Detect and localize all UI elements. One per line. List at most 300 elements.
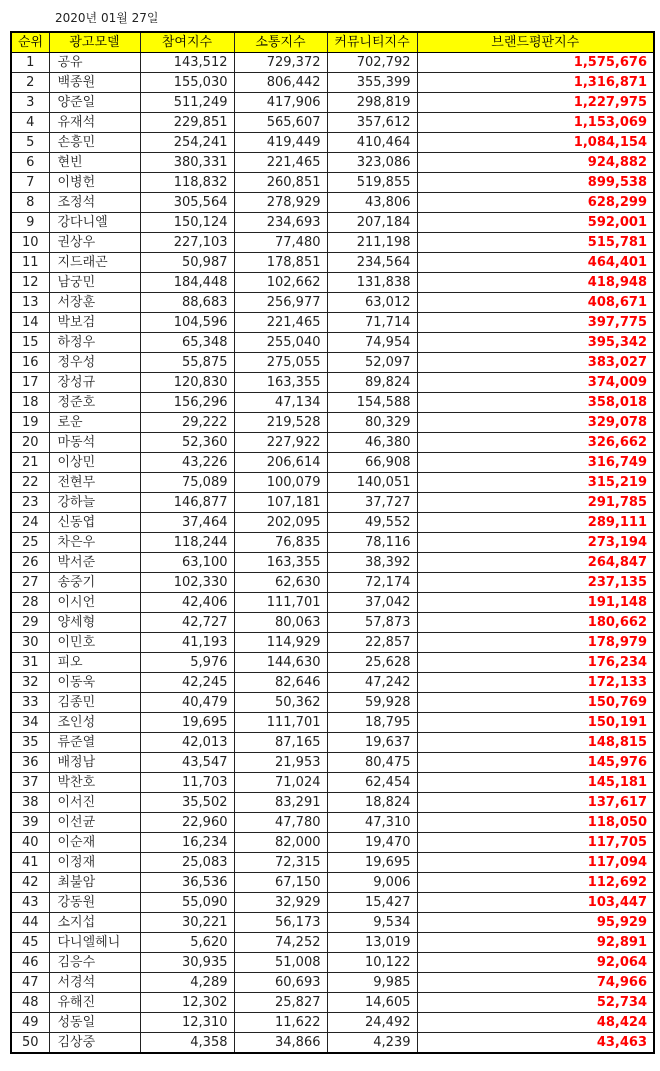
brand-reputation-cell: 273,194	[417, 533, 654, 553]
participation-cell: 16,234	[140, 833, 234, 853]
table-row	[11, 833, 654, 853]
table-row	[11, 153, 654, 173]
participation-cell: 102,330	[140, 573, 234, 593]
communication-cell: 47,780	[234, 813, 327, 833]
model-name-cell: 송중기	[49, 573, 140, 593]
model-name-cell: 양준일	[49, 93, 140, 113]
rank-cell: 39	[11, 813, 49, 833]
participation-cell: 118,832	[140, 173, 234, 193]
brand-reputation-cell: 92,891	[417, 933, 654, 953]
brand-reputation-cell: 397,775	[417, 313, 654, 333]
community-cell: 9,985	[327, 973, 417, 993]
model-name-cell: 이상민	[49, 453, 140, 473]
participation-cell: 184,448	[140, 273, 234, 293]
brand-reputation-cell: 592,001	[417, 213, 654, 233]
table-row	[11, 273, 654, 293]
rank-cell: 45	[11, 933, 49, 953]
brand-reputation-cell: 145,181	[417, 773, 654, 793]
community-cell: 24,492	[327, 1013, 417, 1033]
date-label: 2020년 01월 27일	[55, 11, 159, 25]
communication-cell: 47,134	[234, 393, 327, 413]
brand-reputation-cell: 117,705	[417, 833, 654, 853]
table-row	[11, 53, 654, 73]
model-name-cell: 김상중	[49, 1033, 140, 1054]
communication-cell: 62,630	[234, 573, 327, 593]
community-cell: 59,928	[327, 693, 417, 713]
communication-cell: 50,362	[234, 693, 327, 713]
communication-cell: 163,355	[234, 373, 327, 393]
model-name-cell: 류준열	[49, 733, 140, 753]
participation-cell: 36,536	[140, 873, 234, 893]
model-name-cell: 피오	[49, 653, 140, 673]
participation-cell: 42,727	[140, 613, 234, 633]
model-name-cell: 서경석	[49, 973, 140, 993]
brand-reputation-cell: 289,111	[417, 513, 654, 533]
rank-cell: 27	[11, 573, 49, 593]
participation-cell: 43,547	[140, 753, 234, 773]
table-row	[11, 493, 654, 513]
participation-cell: 5,976	[140, 653, 234, 673]
table-row	[11, 633, 654, 653]
rank-cell: 40	[11, 833, 49, 853]
brand-reputation-cell: 291,785	[417, 493, 654, 513]
communication-cell: 227,922	[234, 433, 327, 453]
community-cell: 63,012	[327, 293, 417, 313]
communication-cell: 255,040	[234, 333, 327, 353]
brand-reputation-cell: 264,847	[417, 553, 654, 573]
rank-cell: 21	[11, 453, 49, 473]
header-communication: 소통지수	[234, 32, 327, 53]
community-cell: 74,954	[327, 333, 417, 353]
brand-reputation-cell: 176,234	[417, 653, 654, 673]
brand-reputation-cell: 395,342	[417, 333, 654, 353]
brand-reputation-table	[10, 31, 655, 1054]
participation-cell: 146,877	[140, 493, 234, 513]
community-cell: 47,242	[327, 673, 417, 693]
rank-cell: 7	[11, 173, 49, 193]
rank-cell: 42	[11, 873, 49, 893]
rank-cell: 3	[11, 93, 49, 113]
table-row	[11, 513, 654, 533]
table-row	[11, 333, 654, 353]
participation-cell: 305,564	[140, 193, 234, 213]
table-row	[11, 933, 654, 953]
participation-cell: 88,683	[140, 293, 234, 313]
community-cell: 38,392	[327, 553, 417, 573]
communication-cell: 178,851	[234, 253, 327, 273]
communication-cell: 71,024	[234, 773, 327, 793]
model-name-cell: 소지섭	[49, 913, 140, 933]
community-cell: 207,184	[327, 213, 417, 233]
model-name-cell: 강동원	[49, 893, 140, 913]
brand-reputation-cell: 418,948	[417, 273, 654, 293]
table-row	[11, 253, 654, 273]
brand-reputation-cell: 172,133	[417, 673, 654, 693]
rank-cell: 33	[11, 693, 49, 713]
brand-reputation-cell: 191,148	[417, 593, 654, 613]
communication-cell: 87,165	[234, 733, 327, 753]
community-cell: 131,838	[327, 273, 417, 293]
participation-cell: 4,358	[140, 1033, 234, 1054]
header-community: 커뮤니티지수	[327, 32, 417, 53]
header-participation: 참여지수	[140, 32, 234, 53]
rank-cell: 8	[11, 193, 49, 213]
participation-cell: 227,103	[140, 233, 234, 253]
table-row	[11, 1013, 654, 1033]
model-name-cell: 조인성	[49, 713, 140, 733]
community-cell: 80,475	[327, 753, 417, 773]
communication-cell: 100,079	[234, 473, 327, 493]
brand-reputation-cell: 92,064	[417, 953, 654, 973]
communication-cell: 60,693	[234, 973, 327, 993]
communication-cell: 32,929	[234, 893, 327, 913]
model-name-cell: 로운	[49, 413, 140, 433]
brand-reputation-cell: 924,882	[417, 153, 654, 173]
table-row	[11, 353, 654, 373]
community-cell: 78,116	[327, 533, 417, 553]
table-row	[11, 433, 654, 453]
brand-reputation-cell: 180,662	[417, 613, 654, 633]
community-cell: 71,714	[327, 313, 417, 333]
table-row	[11, 973, 654, 993]
communication-cell: 111,701	[234, 593, 327, 613]
brand-reputation-cell: 95,929	[417, 913, 654, 933]
brand-reputation-cell: 374,009	[417, 373, 654, 393]
model-name-cell: 이선균	[49, 813, 140, 833]
communication-cell: 83,291	[234, 793, 327, 813]
header-model: 광고모델	[49, 32, 140, 53]
rank-cell: 48	[11, 993, 49, 1013]
brand-reputation-cell: 316,749	[417, 453, 654, 473]
participation-cell: 12,310	[140, 1013, 234, 1033]
community-cell: 14,605	[327, 993, 417, 1013]
rank-cell: 25	[11, 533, 49, 553]
community-cell: 9,006	[327, 873, 417, 893]
communication-cell: 256,977	[234, 293, 327, 313]
community-cell: 355,399	[327, 73, 417, 93]
model-name-cell: 이순재	[49, 833, 140, 853]
brand-reputation-cell: 137,617	[417, 793, 654, 813]
brand-reputation-cell: 145,976	[417, 753, 654, 773]
rank-cell: 30	[11, 633, 49, 653]
participation-cell: 43,226	[140, 453, 234, 473]
participation-cell: 380,331	[140, 153, 234, 173]
table-row	[11, 233, 654, 253]
participation-cell: 50,987	[140, 253, 234, 273]
model-name-cell: 손흥민	[49, 133, 140, 153]
rank-cell: 11	[11, 253, 49, 273]
brand-reputation-cell: 408,671	[417, 293, 654, 313]
model-name-cell: 박찬호	[49, 773, 140, 793]
model-name-cell: 성동일	[49, 1013, 140, 1033]
participation-cell: 42,013	[140, 733, 234, 753]
communication-cell: 111,701	[234, 713, 327, 733]
participation-cell: 120,830	[140, 373, 234, 393]
brand-reputation-cell: 150,769	[417, 693, 654, 713]
table-row	[11, 653, 654, 673]
communication-cell: 34,866	[234, 1033, 327, 1054]
table-row	[11, 533, 654, 553]
brand-reputation-cell: 148,815	[417, 733, 654, 753]
rank-cell: 17	[11, 373, 49, 393]
model-name-cell: 권상우	[49, 233, 140, 253]
brand-reputation-cell: 150,191	[417, 713, 654, 733]
communication-cell: 219,528	[234, 413, 327, 433]
table-row	[11, 393, 654, 413]
table-row	[11, 773, 654, 793]
participation-cell: 55,875	[140, 353, 234, 373]
table-row	[11, 473, 654, 493]
brand-reputation-cell: 237,135	[417, 573, 654, 593]
rank-cell: 47	[11, 973, 49, 993]
communication-cell: 278,929	[234, 193, 327, 213]
rank-cell: 23	[11, 493, 49, 513]
brand-reputation-cell: 383,027	[417, 353, 654, 373]
participation-cell: 63,100	[140, 553, 234, 573]
community-cell: 140,051	[327, 473, 417, 493]
communication-cell: 275,055	[234, 353, 327, 373]
participation-cell: 42,245	[140, 673, 234, 693]
table-row	[11, 793, 654, 813]
rank-cell: 15	[11, 333, 49, 353]
communication-cell: 144,630	[234, 653, 327, 673]
rank-cell: 19	[11, 413, 49, 433]
communication-cell: 82,000	[234, 833, 327, 853]
table-row	[11, 613, 654, 633]
brand-reputation-cell: 329,078	[417, 413, 654, 433]
rank-cell: 14	[11, 313, 49, 333]
rank-cell: 41	[11, 853, 49, 873]
brand-reputation-cell: 1,575,676	[417, 53, 654, 73]
community-cell: 49,552	[327, 513, 417, 533]
communication-cell: 565,607	[234, 113, 327, 133]
table-row	[11, 313, 654, 333]
communication-cell: 729,372	[234, 53, 327, 73]
brand-reputation-cell: 118,050	[417, 813, 654, 833]
model-name-cell: 남궁민	[49, 273, 140, 293]
community-cell: 410,464	[327, 133, 417, 153]
communication-cell: 806,442	[234, 73, 327, 93]
table-row	[11, 733, 654, 753]
communication-cell: 234,693	[234, 213, 327, 233]
table-row	[11, 373, 654, 393]
community-cell: 519,855	[327, 173, 417, 193]
communication-cell: 56,173	[234, 913, 327, 933]
community-cell: 66,908	[327, 453, 417, 473]
participation-cell: 35,502	[140, 793, 234, 813]
table-row	[11, 73, 654, 93]
communication-cell: 419,449	[234, 133, 327, 153]
table-row	[11, 133, 654, 153]
participation-cell: 52,360	[140, 433, 234, 453]
table-row	[11, 953, 654, 973]
participation-cell: 37,464	[140, 513, 234, 533]
model-name-cell: 이동욱	[49, 673, 140, 693]
communication-cell: 51,008	[234, 953, 327, 973]
header-rank: 순위	[11, 32, 49, 53]
brand-reputation-cell: 464,401	[417, 253, 654, 273]
brand-reputation-cell: 899,538	[417, 173, 654, 193]
brand-reputation-cell: 326,662	[417, 433, 654, 453]
community-cell: 357,612	[327, 113, 417, 133]
community-cell: 37,042	[327, 593, 417, 613]
rank-cell: 34	[11, 713, 49, 733]
rank-cell: 38	[11, 793, 49, 813]
community-cell: 298,819	[327, 93, 417, 113]
community-cell: 19,637	[327, 733, 417, 753]
participation-cell: 150,124	[140, 213, 234, 233]
participation-cell: 11,703	[140, 773, 234, 793]
brand-reputation-cell: 117,094	[417, 853, 654, 873]
rank-cell: 44	[11, 913, 49, 933]
table-row	[11, 173, 654, 193]
brand-reputation-cell: 43,463	[417, 1033, 654, 1054]
brand-reputation-cell: 1,153,069	[417, 113, 654, 133]
model-name-cell: 하정우	[49, 333, 140, 353]
community-cell: 22,857	[327, 633, 417, 653]
participation-cell: 55,090	[140, 893, 234, 913]
rank-cell: 12	[11, 273, 49, 293]
model-name-cell: 양세형	[49, 613, 140, 633]
rank-cell: 6	[11, 153, 49, 173]
model-name-cell: 조정석	[49, 193, 140, 213]
communication-cell: 74,252	[234, 933, 327, 953]
table-row	[11, 553, 654, 573]
rank-cell: 35	[11, 733, 49, 753]
brand-reputation-cell: 178,979	[417, 633, 654, 653]
model-name-cell: 마동석	[49, 433, 140, 453]
brand-reputation-cell: 315,219	[417, 473, 654, 493]
table-row	[11, 593, 654, 613]
rank-cell: 10	[11, 233, 49, 253]
communication-cell: 77,480	[234, 233, 327, 253]
communication-cell: 11,622	[234, 1013, 327, 1033]
table-row	[11, 693, 654, 713]
community-cell: 72,174	[327, 573, 417, 593]
table-row	[11, 853, 654, 873]
participation-cell: 104,596	[140, 313, 234, 333]
participation-cell: 12,302	[140, 993, 234, 1013]
participation-cell: 30,221	[140, 913, 234, 933]
communication-cell: 82,646	[234, 673, 327, 693]
community-cell: 57,873	[327, 613, 417, 633]
table-header-row	[11, 32, 654, 53]
communication-cell: 114,929	[234, 633, 327, 653]
model-name-cell: 김응수	[49, 953, 140, 973]
rank-cell: 16	[11, 353, 49, 373]
communication-cell: 202,095	[234, 513, 327, 533]
model-name-cell: 공유	[49, 53, 140, 73]
rank-cell: 18	[11, 393, 49, 413]
participation-cell: 42,406	[140, 593, 234, 613]
model-name-cell: 배정남	[49, 753, 140, 773]
communication-cell: 206,614	[234, 453, 327, 473]
communication-cell: 21,953	[234, 753, 327, 773]
model-name-cell: 강하늘	[49, 493, 140, 513]
participation-cell: 19,695	[140, 713, 234, 733]
rank-cell: 9	[11, 213, 49, 233]
community-cell: 4,239	[327, 1033, 417, 1054]
model-name-cell: 이정재	[49, 853, 140, 873]
participation-cell: 65,348	[140, 333, 234, 353]
model-name-cell: 서장훈	[49, 293, 140, 313]
model-name-cell: 정준호	[49, 393, 140, 413]
model-name-cell: 이서진	[49, 793, 140, 813]
community-cell: 154,588	[327, 393, 417, 413]
table-row	[11, 1033, 654, 1054]
model-name-cell: 정우성	[49, 353, 140, 373]
communication-cell: 76,835	[234, 533, 327, 553]
communication-cell: 107,181	[234, 493, 327, 513]
participation-cell: 41,193	[140, 633, 234, 653]
participation-cell: 4,289	[140, 973, 234, 993]
model-name-cell: 신동엽	[49, 513, 140, 533]
communication-cell: 102,662	[234, 273, 327, 293]
participation-cell: 143,512	[140, 53, 234, 73]
participation-cell: 75,089	[140, 473, 234, 493]
table-row	[11, 573, 654, 593]
participation-cell: 118,244	[140, 533, 234, 553]
model-name-cell: 지드래곤	[49, 253, 140, 273]
model-name-cell: 차은우	[49, 533, 140, 553]
community-cell: 9,534	[327, 913, 417, 933]
rank-cell: 24	[11, 513, 49, 533]
community-cell: 702,792	[327, 53, 417, 73]
community-cell: 18,824	[327, 793, 417, 813]
brand-reputation-cell: 74,966	[417, 973, 654, 993]
rank-cell: 36	[11, 753, 49, 773]
rank-cell: 22	[11, 473, 49, 493]
model-name-cell: 김종민	[49, 693, 140, 713]
table-row	[11, 193, 654, 213]
rank-cell: 4	[11, 113, 49, 133]
table-row	[11, 913, 654, 933]
community-cell: 13,019	[327, 933, 417, 953]
community-cell: 52,097	[327, 353, 417, 373]
communication-cell: 80,063	[234, 613, 327, 633]
table-row	[11, 993, 654, 1013]
brand-reputation-cell: 48,424	[417, 1013, 654, 1033]
table-row	[11, 673, 654, 693]
community-cell: 19,470	[327, 833, 417, 853]
model-name-cell: 이민호	[49, 633, 140, 653]
community-cell: 25,628	[327, 653, 417, 673]
community-cell: 211,198	[327, 233, 417, 253]
brand-reputation-cell: 52,734	[417, 993, 654, 1013]
community-cell: 46,380	[327, 433, 417, 453]
communication-cell: 221,465	[234, 313, 327, 333]
communication-cell: 72,315	[234, 853, 327, 873]
community-cell: 234,564	[327, 253, 417, 273]
model-name-cell: 전현무	[49, 473, 140, 493]
communication-cell: 25,827	[234, 993, 327, 1013]
community-cell: 323,086	[327, 153, 417, 173]
participation-cell: 22,960	[140, 813, 234, 833]
community-cell: 62,454	[327, 773, 417, 793]
community-cell: 80,329	[327, 413, 417, 433]
model-name-cell: 백종원	[49, 73, 140, 93]
communication-cell: 67,150	[234, 873, 327, 893]
model-name-cell: 이시언	[49, 593, 140, 613]
table-row	[11, 873, 654, 893]
model-name-cell: 유재석	[49, 113, 140, 133]
rank-cell: 13	[11, 293, 49, 313]
participation-cell: 155,030	[140, 73, 234, 93]
brand-reputation-cell: 358,018	[417, 393, 654, 413]
brand-reputation-cell: 628,299	[417, 193, 654, 213]
participation-cell: 29,222	[140, 413, 234, 433]
brand-reputation-cell: 515,781	[417, 233, 654, 253]
